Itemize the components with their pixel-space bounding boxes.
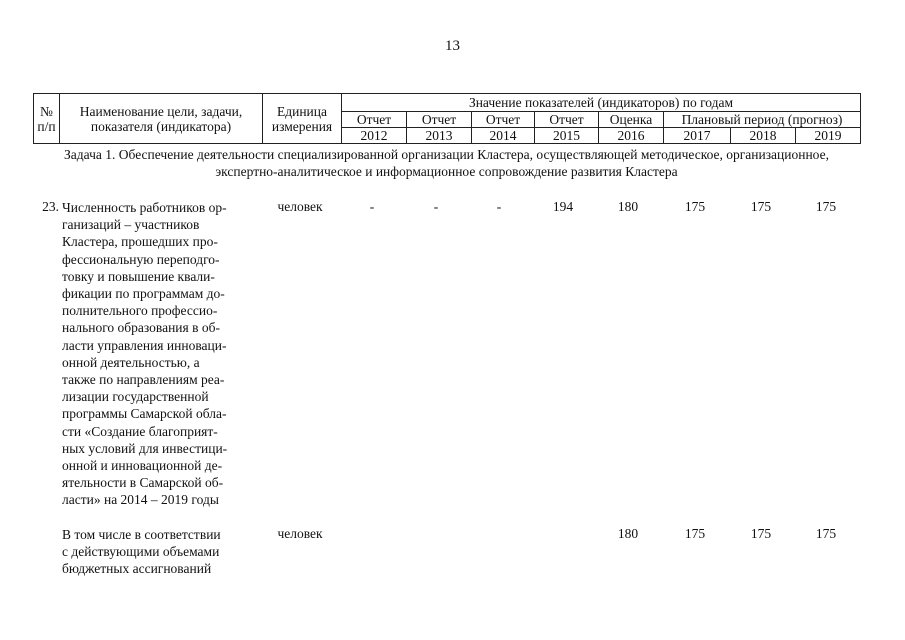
header-values-group: Значение показателей (индикаторов) по годам [342, 94, 861, 112]
value-2013: - [433, 199, 439, 214]
header-col-year: 2017 [664, 128, 731, 144]
unit-cell: человек [277, 526, 323, 541]
header-col-type: Отчет [472, 112, 535, 128]
value-2016: 180 [617, 199, 639, 214]
indicator-name [62, 199, 262, 509]
header-col-type: Оценка [599, 112, 664, 128]
value-2019: 175 [815, 526, 837, 541]
value-2017: 175 [684, 199, 706, 214]
indicator-name-line: лизации государственной [62, 389, 209, 405]
value-2018: 175 [750, 526, 772, 541]
indicator-name [62, 526, 262, 578]
indicator-name-line: онной деятельностью, а [62, 354, 200, 370]
value-2019: 175 [815, 199, 837, 214]
value-2018: 175 [750, 199, 772, 214]
indicator-name-line: ласти управления инноваци- [62, 337, 227, 353]
indicator-name-line: В том числе в соответствии [62, 527, 221, 542]
indicator-name-line: фессиональную переподго- [62, 251, 220, 267]
indicator-name-line: ятельности в Самарской об- [62, 475, 224, 491]
indicator-name-line: полнительного профессио- [62, 303, 218, 319]
indicator-name-line: бюджетных ассигнований [62, 561, 212, 577]
indicator-name-line: сти «Создание благоприят- [62, 423, 218, 439]
header-col-type: Отчет [535, 112, 599, 128]
header-num: № п/п [34, 94, 60, 144]
value-2012: - [369, 199, 375, 214]
header-col-year: 2013 [407, 128, 472, 144]
indicator-name-line: с действующими объемами [62, 544, 220, 560]
header-col-year: 2018 [731, 128, 796, 144]
indicator-name-line: товку и повышение квали- [62, 268, 215, 284]
indicator-name-line: ласти» на 2014 – 2019 годы [62, 492, 219, 508]
unit-cell: человек [277, 199, 323, 214]
task-heading: Задача 1. Обеспечение деятельности специализированной организации Кластера, осуществляющей методическое, организационное, экспертно-аналитическое и информационное сопровождение развития Кластера [64, 147, 829, 179]
indicator-name-line: ных условий для инвестици- [62, 440, 228, 456]
header-col-type: Отчет [342, 112, 407, 128]
header-name: Наименование цели, задачи, показателя (индикатора) [60, 94, 263, 144]
indicator-name-line: Численность работников ор- [62, 200, 227, 215]
value-2017: 175 [684, 526, 706, 541]
indicator-name-line: нального образования в об- [62, 320, 220, 336]
indicator-name-line: Кластера, прошедших про- [62, 234, 218, 250]
row-number: 23. [42, 199, 59, 214]
value-2014: - [496, 199, 502, 214]
header-col-year: 2015 [535, 128, 599, 144]
indicator-name-line: программы Самарской обла- [62, 406, 227, 422]
header-col-year: 2016 [599, 128, 664, 144]
header-col-year: 2014 [472, 128, 535, 144]
header-col-year: 2012 [342, 128, 407, 144]
value-2015: 194 [552, 199, 574, 214]
indicator-name-line: фикации по программам до- [62, 286, 225, 302]
page-number: 13 [445, 38, 460, 54]
indicator-name-line: онной и инновационной де- [62, 458, 223, 474]
header-unit: Единица измерения [263, 94, 342, 144]
indicator-name-line: также по направлениям реа- [62, 372, 225, 388]
indicator-name-line: ганизаций – участников [62, 217, 200, 233]
header-planned-group: Плановый период (прогноз) [664, 112, 861, 128]
header-col-year: 2019 [796, 128, 861, 144]
indicator-table-header [33, 93, 861, 144]
header-col-type: Отчет [407, 112, 472, 128]
value-2016: 180 [617, 526, 639, 541]
